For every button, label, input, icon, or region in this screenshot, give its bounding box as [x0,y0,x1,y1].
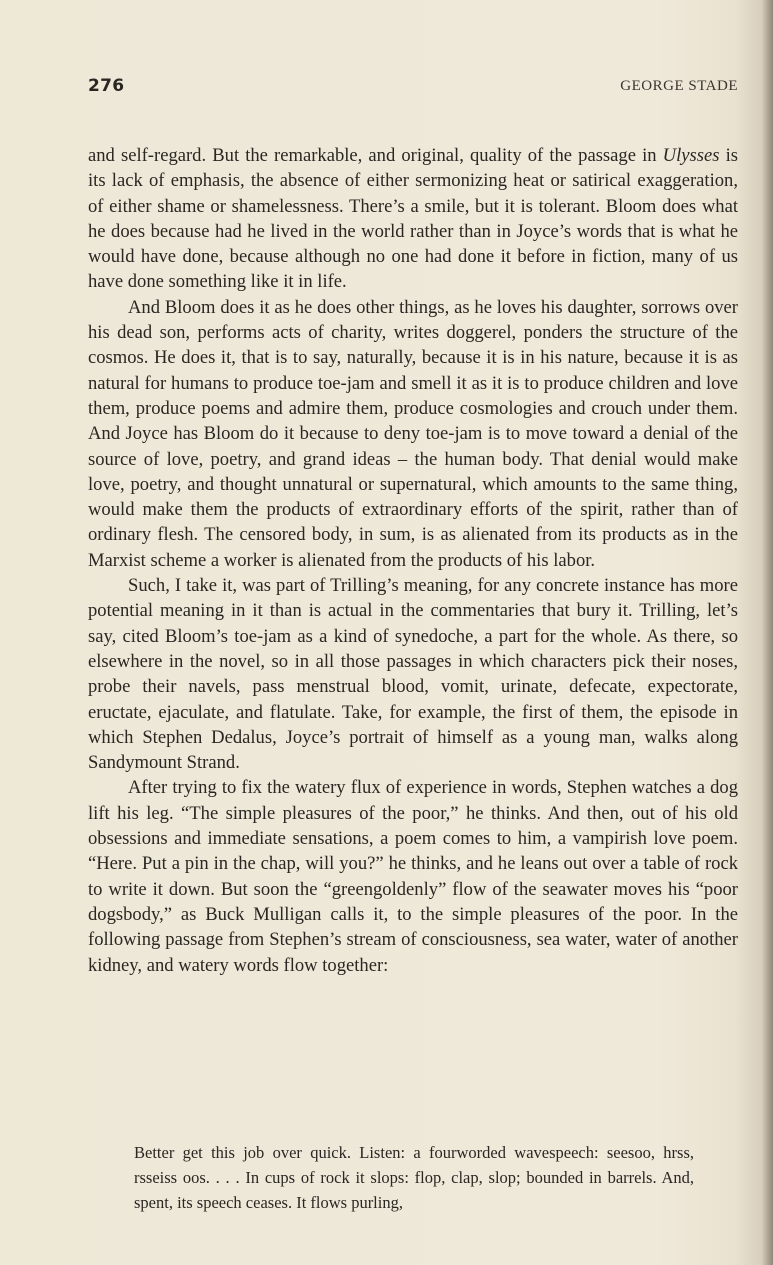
paragraph-1-end: is its lack of emphasis, the absence of either sermonizing heat or satirical exaggeration, of either shame or shamelessness. There’s a smile, but it is tolerant. Bloom does what he does because had he lived in the world rather than in Joyce’s words that is what he would have done, because although no one had done it before in fiction, many of us have done something like it in life. [88,145,738,293]
body-text [88,143,738,978]
paragraph-1 [88,143,738,295]
paragraph-1-start: and self-regard. But the remarkable, and original, quality of the passage in [88,145,663,166]
block-quote [134,1140,694,1215]
block-quote-text: Better get this job over quick. Listen: a fourworded wavespeech: seesoo, hrss, rsseiss oos. . . . In cups of rock it slops: flop, clap, slop; bounded in barrels. And, spent, its speech ceases. It flows purling, [134,1143,694,1212]
book-title-ulysses: Ulysses [662,145,720,166]
running-head [88,76,738,102]
paragraph-3: Such, I take it, was part of Trilling’s meaning, for any concrete instance has more potential meaning in it than is actual in the commentaries that bury it. Trilling, let’s say, cited Bloom’s toe-jam as a kind of synedoche, a part for the whole. As there, so elsewhere in the novel, so in all those passages in which characters pick their noses, probe their navels, pass menstrual blood, vomit, urinate, defecate, expectorate, eructate, ejaculate, and flatulate. Take, for example, the first of them, the episode in which Stephen Dedalus, Joyce’s portrait of himself as a young man, walks along Sandymount Strand. [88,575,738,774]
paragraph-4: After trying to fix the watery flux of experience in words, Stephen watches a dog lift his leg. “The simple pleasures of the poor,” he thinks. And then, out of his old obsessions and immediate sensations, a poem comes to him, a vampirish love poem. “Here. Put a pin in the chap, will you?” he thinks, and he leans out over a table of rock to write it down. But soon the “greengoldenly” flow of the seawater moves his “poor dogsbody,” as Buck Mulligan calls it, to the simple pleasures of the poor. In the following passage from Stephen’s stream of consciousness, sea water, water of another kidney, and watery words flow together: [88,777,738,976]
running-title: GEORGE STADE [620,78,738,94]
paragraph-2: And Bloom does it as he does other things, as he loves his daughter, sorrows over his dead son, performs acts of charity, writes doggerel, ponders the structure of the cosmos. He does it, that is to say, naturally, because it is in his nature, because it is as natural for humans to produce toe-jam and smell it as it is to produce children and love them, produce poems and admire them, produce cosmologies and crouch under them. And Joyce has Bloom do it because to deny toe-jam is to move toward a denial of the source of love, poetry, and grand ideas – the human body. That denial would make love, poetry, and thought unnatural or supernatural, which amounts to the same thing, would make them the products of extraordinary efforts of the spirit, rather than of ordinary flesh. The censored body, in sum, is as alienated from its products as in the Marxist scheme a worker is alienated from the products of his labor. [88,296,738,571]
page-number: 276 [88,76,125,96]
